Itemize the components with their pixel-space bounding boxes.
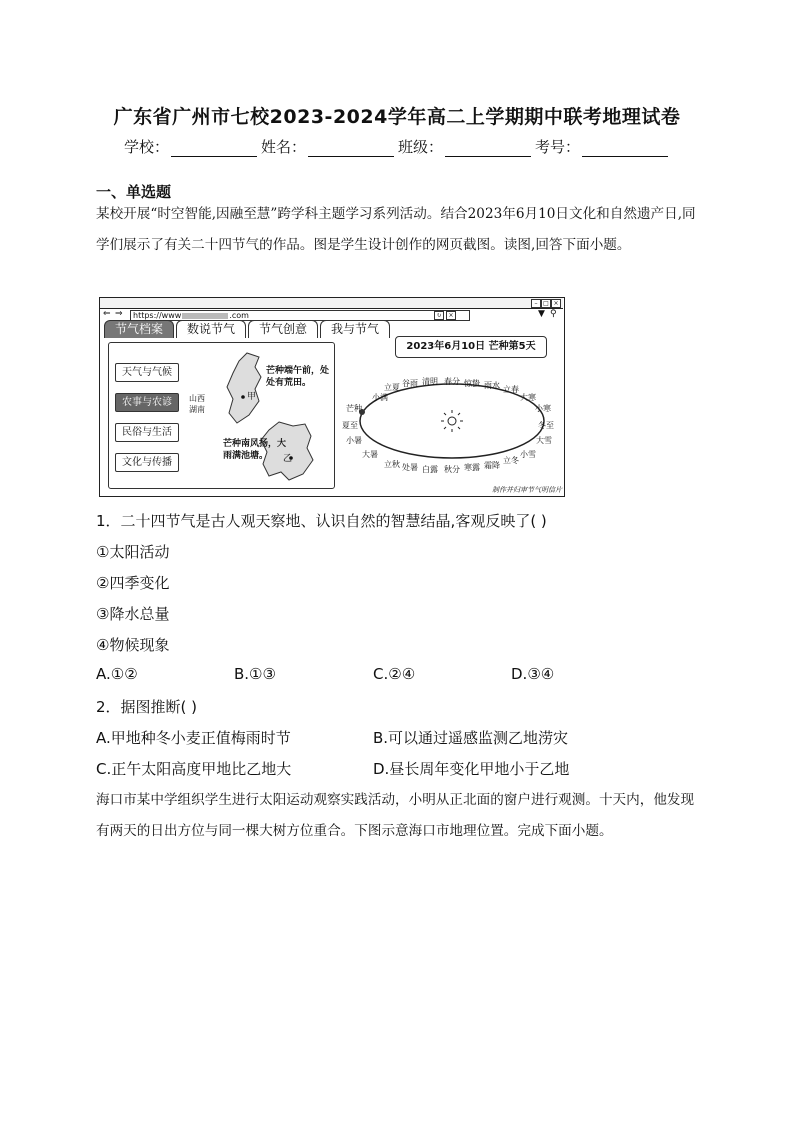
close-icon: ×	[551, 299, 561, 308]
stop-icon: ×	[446, 311, 456, 320]
term-chushu: 处暑	[402, 463, 418, 472]
term-qiufen: 秋分	[444, 465, 460, 474]
page-title: 广东省广州市七校2023-2024学年高二上学期期中联考地理试卷	[113, 106, 681, 128]
shanxi-map	[219, 349, 269, 427]
search-icon: ⚲	[550, 309, 557, 319]
term-bailu: 白露	[422, 465, 438, 474]
intro-paragraph-2: 海口市某中学组织学生进行太阳运动观察实践活动，小明从正北面的窗户进行观测。十天内，他发现有两天的日出方位与同一棵大树方位重合。下图示意海口市地理位置。完成下面小题。	[96, 792, 695, 839]
proverb-2: 芒种南风扬，大雨满池塘。	[223, 439, 287, 461]
forward-arrow-icon: ⇒	[115, 309, 123, 319]
culture-button: 文化与传播	[115, 453, 179, 472]
class-blank	[445, 140, 531, 157]
school-blank	[171, 140, 257, 157]
term-yushui: 雨水	[484, 381, 500, 390]
folk-life-button: 民俗与生活	[115, 423, 179, 442]
term-xiaohan: 小寒	[535, 404, 551, 413]
student-info-row	[124, 136, 672, 157]
refresh-icon: ↻	[434, 311, 444, 320]
question-1-stem: 1．二十四节气是古人观天察地、认识自然的智慧结晶,客观反映了( )	[96, 512, 547, 530]
term-qingming: 清明	[422, 377, 438, 386]
exam-number-label: 考号：	[535, 138, 581, 156]
url-prefix: https://www	[133, 311, 182, 320]
dropdown-icon: ▼	[538, 309, 545, 319]
term-liqiu: 立秋	[384, 460, 400, 469]
term-dashu: 大暑	[362, 450, 378, 459]
q2-option-d[interactable]: D.昼长周年变化甲地小于乙地	[373, 760, 570, 778]
class-label: 班级：	[398, 138, 444, 156]
window-titlebar	[100, 298, 563, 309]
back-arrow-icon: ⇐	[103, 309, 111, 319]
term-hanlu: 寒露	[464, 463, 480, 472]
solar-terms-panel	[340, 336, 562, 492]
figure-credit: 制作并归审节气明信片	[492, 486, 562, 494]
exam-number-blank	[582, 140, 668, 157]
section-heading: 一、单选题	[96, 183, 172, 201]
q1-item-2: ②四季变化	[96, 574, 170, 592]
url-mask	[182, 313, 228, 319]
term-xiaoxue: 小雪	[520, 450, 536, 459]
shanxi-label: 山西	[189, 394, 205, 403]
term-xiaoman: 小满	[372, 393, 388, 402]
term-dahan: 大寒	[520, 393, 536, 402]
minimize-icon: –	[531, 299, 541, 308]
webpage-figure	[99, 297, 565, 497]
tab-data: 数说节气	[176, 320, 246, 338]
term-chunfen: 春分	[444, 377, 460, 386]
place-yi-label: 乙	[283, 454, 293, 464]
q2-option-a[interactable]: A.甲地种冬小麦正值梅雨时节	[96, 729, 291, 747]
farming-proverbs-button: 农事与农谚	[115, 393, 179, 412]
term-lidong: 立冬	[503, 456, 519, 465]
school-label: 学校：	[124, 138, 170, 156]
intro-paragraph-1: 某校开展“时空智能,因融至慧”跨学科主题学习系列活动。结合2023年6月10日文化和自然遗产日,同学们展示了有关二十四节气的作品。图是学生设计创作的网页截图。读图,回答下面小题。	[96, 206, 696, 253]
question-2-stem: 2．据图推断( )	[96, 698, 198, 716]
q1-option-d[interactable]: D.③④	[511, 665, 555, 683]
archive-panel	[108, 342, 335, 489]
q1-option-b[interactable]: B.①③	[234, 665, 276, 683]
tab-me: 我与节气	[320, 320, 390, 338]
q2-option-b[interactable]: B.可以通过遥感监测乙地涝灾	[373, 729, 569, 747]
q1-option-a[interactable]: A.①②	[96, 665, 138, 683]
term-lixia: 立夏	[384, 383, 400, 392]
tab-creative: 节气创意	[248, 320, 318, 338]
url-suffix: .com	[229, 311, 249, 320]
term-daxue: 大雪	[536, 436, 552, 445]
term-xiazhi: 夏至	[342, 421, 358, 430]
place-jia-label: 甲	[247, 392, 257, 402]
term-shuangjiang: 霜降	[484, 461, 500, 470]
term-dongzhi: 冬至	[538, 421, 554, 430]
q1-option-c[interactable]: C.②④	[373, 665, 416, 683]
term-lichun: 立春	[503, 385, 519, 394]
term-xiaoshu: 小暑	[346, 436, 362, 445]
q1-item-3: ③降水总量	[96, 605, 170, 623]
term-jingzhe: 惊蛰	[464, 379, 480, 388]
hunan-label: 湖南	[189, 405, 205, 414]
term-guyu: 谷雨	[402, 379, 418, 388]
q2-option-c[interactable]: C.正午太阳高度甲地比乙地大	[96, 760, 292, 778]
date-banner: 2023年6月10日 芒种第5天	[395, 336, 547, 358]
proverb-1: 芒种端午前，处处有荒田。	[266, 366, 330, 388]
name-label: 姓名：	[261, 138, 307, 156]
q1-item-1: ①太阳活动	[96, 543, 170, 561]
weather-climate-button: 天气与气候	[115, 363, 179, 382]
tab-archive: 节气档案	[104, 320, 174, 338]
q1-item-4: ④物候现象	[96, 636, 170, 654]
term-mangzhong: 芒种	[346, 404, 362, 413]
name-blank	[308, 140, 394, 157]
maximize-icon: □	[541, 299, 551, 308]
